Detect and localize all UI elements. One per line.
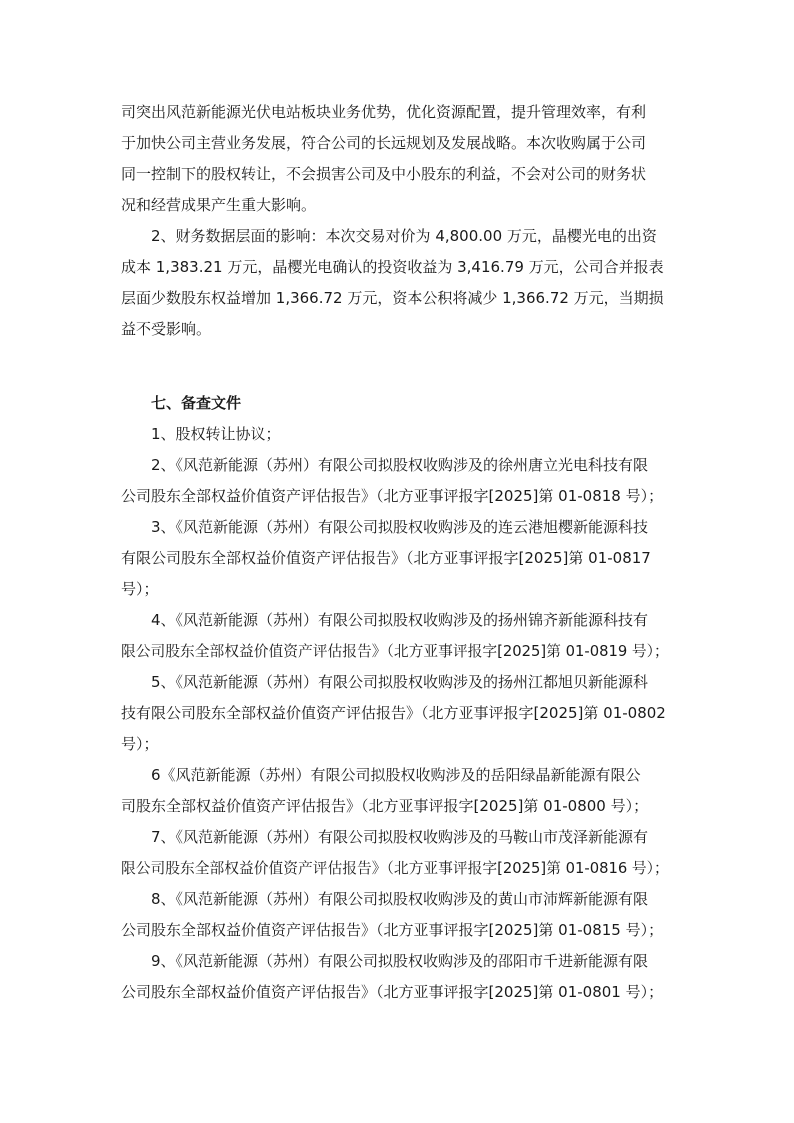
text-line: 层面少数股东权益增加 1,366.72 万元，资本公积将减少 1,366.72 万元，当期损 (121, 289, 664, 307)
text-line: 6《风范新能源（苏州）有限公司拟股权收购涉及的岳阳绿晶新能源有限公 (151, 766, 641, 784)
text-line: 况和经营成果产生重大影响。 (121, 196, 317, 214)
text-line: 限公司股东全部权益价值资产评估报告》（北方亚事评报字[2025]第 01-0819 号）； (121, 643, 669, 660)
text-line: 5、《风范新能源（苏州）有限公司拟股权收购涉及的扬州江都旭贝新能源科 (151, 673, 649, 691)
text-line: 公司股东全部权益价值资产评估报告》（北方亚事评报字[2025]第 01-0801 号）； (121, 983, 664, 1001)
text-line: 益不受影响。 (121, 320, 212, 338)
text-line: 2、财务数据层面的影响：本次交易对价为 4,800.00 万元，晶樱光电的出资 (151, 227, 657, 245)
text-line: 于加快公司主营业务发展，符合公司的长远规划及发展战略。本次收购属于公司 (121, 134, 647, 152)
text-line: 2、《风范新能源（苏州）有限公司拟股权收购涉及的徐州唐立光电科技有限 (151, 456, 649, 474)
section-heading: 七、备查文件 (151, 394, 242, 412)
list-item (121, 605, 676, 667)
list-item (121, 450, 676, 512)
text-line: 司突出风范新能源光伏电站板块业务优势，优化资源配置，提升管理效率，有利 (121, 103, 647, 121)
text-line: 限公司股东全部权益价值资产评估报告》（北方亚事评报字[2025]第 01-0816 号）； (121, 860, 669, 877)
list-item (121, 667, 676, 760)
text-line: 司股东全部权益价值资产评估报告》（北方亚事评报字[2025]第 01-0800 号）； (121, 797, 649, 815)
text-line: 7、《风范新能源（苏州）有限公司拟股权收购涉及的马鞍山市茂泽新能源有 (151, 828, 649, 846)
list-item (121, 946, 676, 1008)
financial-impact-paragraph (121, 221, 676, 345)
text-line: 8、《风范新能源（苏州）有限公司拟股权收购涉及的黄山市沛辉新能源有限 (151, 890, 649, 908)
text-line: 公司股东全部权益价值资产评估报告》（北方亚事评报字[2025]第 01-0815 号）； (121, 921, 664, 939)
text-line: 1、股权转让协议； (151, 425, 281, 443)
text-line: 9、《风范新能源（苏州）有限公司拟股权收购涉及的邵阳市千进新能源有限 (151, 952, 649, 970)
text-line: 3、《风范新能源（苏州）有限公司拟股权收购涉及的连云港旭樱新能源科技 (151, 518, 649, 536)
list-item (121, 822, 676, 884)
list-item (121, 760, 676, 822)
text-line: 号）； (121, 735, 159, 753)
reference-list (121, 419, 676, 1008)
text-line: 号）； (121, 580, 159, 598)
list-item (121, 419, 676, 450)
text-line: 有限公司股东全部权益价值资产评估报告》（北方亚事评报字[2025]第 01-0817 (121, 549, 651, 567)
intro-paragraph (121, 97, 676, 221)
text-line: 同一控制下的股权转让，不会损害公司及中小股东的利益，不会对公司的财务状 (121, 165, 647, 183)
list-item (121, 884, 676, 946)
list-item (121, 512, 676, 605)
text-line: 成本 1,383.21 万元，晶樱光电确认的投资收益为 3,416.79 万元，公司合并报表 (121, 258, 664, 276)
page-content (121, 97, 676, 1008)
text-line: 技有限公司股东全部权益价值资产评估报告》（北方亚事评报字[2025]第 01-0802 (121, 704, 666, 722)
text-line: 公司股东全部权益价值资产评估报告》（北方亚事评报字[2025]第 01-0818 号）； (121, 487, 664, 505)
section-spacer (121, 345, 676, 388)
text-line: 4、《风范新能源（苏州）有限公司拟股权收购涉及的扬州锦齐新能源科技有 (151, 611, 649, 629)
